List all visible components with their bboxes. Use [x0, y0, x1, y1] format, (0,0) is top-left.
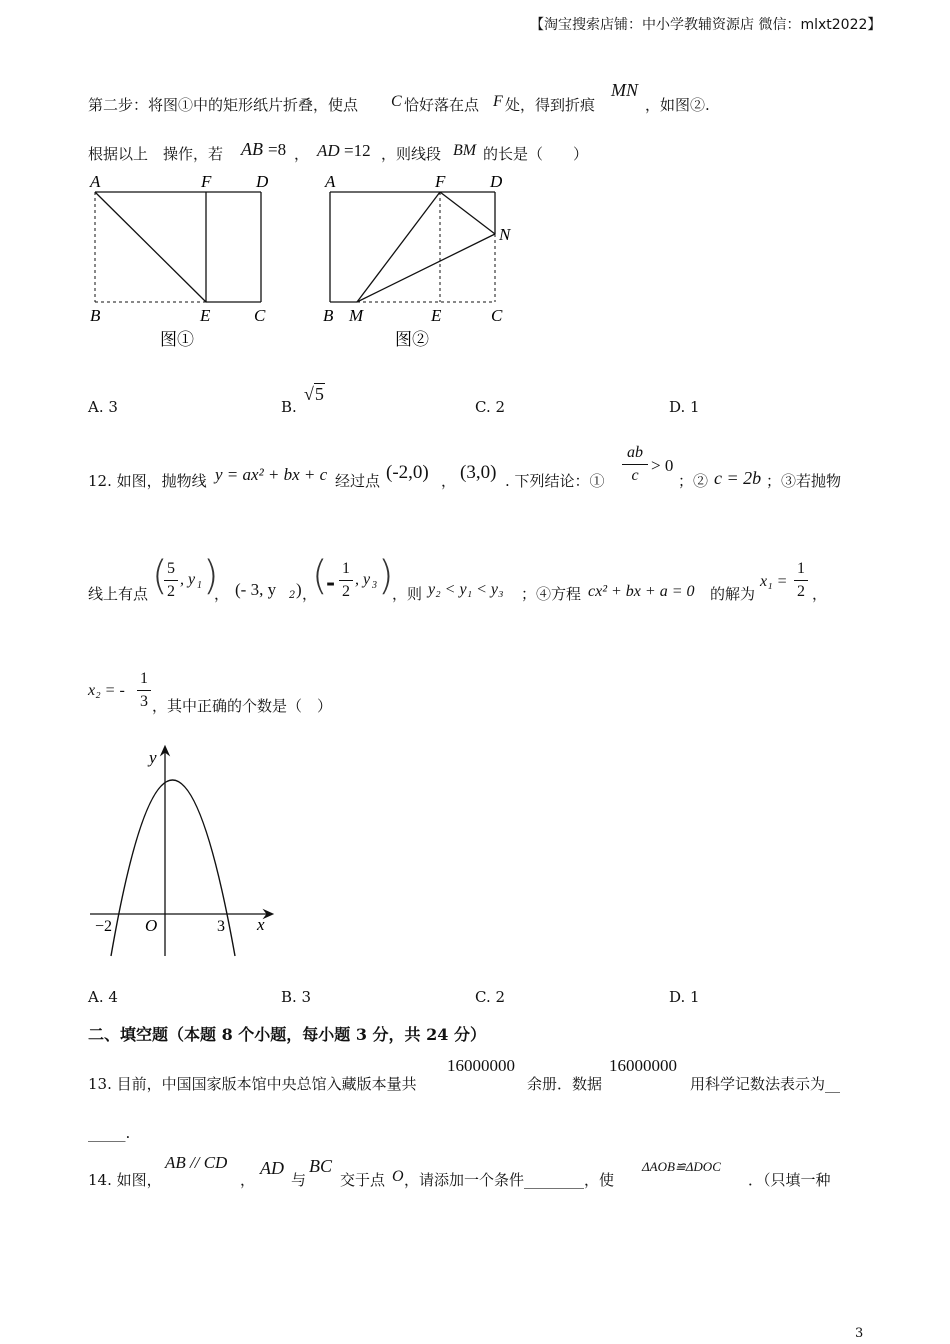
q12-pt2: (- 3, y — [235, 580, 277, 599]
q11-option-a[interactable]: A. 3 — [88, 398, 118, 416]
q12-label-3: 3 — [217, 918, 225, 935]
q12-option-d[interactable]: D. 1 — [669, 988, 700, 1006]
q12-option-c[interactable]: C. 2 — [475, 988, 506, 1006]
q12-conclusions: . 下列结论：① — [505, 472, 605, 490]
q13-suffix[interactable]: 用科学记数法表示为__ — [690, 1075, 841, 1093]
q12-pt3-sub: 3 — [372, 580, 377, 591]
q13-prefix: 13. 目前，中国国家版本馆中央总馆入藏版本量共 — [88, 1075, 417, 1093]
q12-point2: (3,0) — [460, 462, 497, 483]
fig2-fn-line — [440, 192, 495, 234]
fig2-label-m: M — [349, 306, 364, 325]
q12-pt1-fraction — [164, 560, 178, 601]
q12-pass: 经过点 — [335, 472, 381, 490]
q12-then: ，则 — [392, 585, 423, 603]
q12-pt1-num: 5 — [167, 560, 175, 577]
q12-pt3-fraction — [339, 560, 353, 601]
q11-point-c: C — [391, 93, 402, 110]
q12-equation: y = ax² + bx + c — [215, 465, 328, 484]
q11-option-b-sqrt: √5 — [304, 384, 324, 404]
q14-congruence: ΔAOB≌ΔDOC — [642, 1159, 721, 1174]
q14-bc: BC — [309, 1156, 333, 1176]
q12-c3-prefix: ；③若抛物 — [766, 472, 842, 490]
q13-number-2: 16000000 — [609, 1056, 677, 1075]
q12-c1-den: c — [631, 467, 639, 484]
header-watermark: 【淘宝搜索店铺：中小学教辅资源店 微信：mlxt2022】 — [530, 17, 882, 33]
q11-comma: ， — [294, 145, 310, 163]
q12-c2: c = 2b — [714, 468, 762, 488]
q12-x2-num: 1 — [140, 670, 148, 687]
q14-point-o: O — [392, 1168, 404, 1185]
fig1-label-a: A — [90, 172, 101, 191]
fig2-label-d: D — [490, 172, 503, 191]
q12-x2: x₂ = - — [88, 682, 125, 699]
q12-x1: x₁ = — [760, 573, 788, 590]
q11-option-c[interactable]: C. 2 — [475, 398, 506, 416]
q12-x1-fraction — [794, 560, 808, 601]
fig1-caption: 图① — [160, 330, 194, 349]
fig2-caption: 图② — [395, 330, 429, 349]
q12-eq2: cx² + bx + a = 0 — [588, 583, 695, 600]
q12-sep: ， — [441, 472, 457, 490]
q14-suffix: ．（只填一种 — [748, 1171, 831, 1189]
q13-mid: 余册．数据 — [527, 1075, 603, 1093]
q12-pt3-y: , y — [355, 571, 371, 588]
q11-bm: BM — [453, 142, 477, 159]
q12-pt1-den: 2 — [167, 583, 175, 600]
q12-solution: 的解为 — [710, 585, 756, 603]
q12-pt2-sub: 2 — [289, 590, 296, 601]
q11-cond-mid: ，则线段 — [381, 145, 442, 163]
fig1-label-e: E — [200, 306, 211, 325]
q13-number-1: 16000000 — [447, 1056, 515, 1075]
fig2-label-f: F — [435, 172, 446, 191]
q11-ab-val: =8 — [268, 140, 287, 159]
q12-comma-b: ， — [302, 585, 318, 603]
q12-option-a[interactable]: A. 4 — [88, 988, 118, 1006]
q12-pt2-end: ) — [296, 580, 302, 599]
q11-step2-suffix: ，如图②. — [645, 96, 710, 114]
q14-comma: ， — [240, 1171, 256, 1189]
q12-x1-den: 2 — [797, 583, 805, 600]
q11-figure-1 — [80, 170, 280, 355]
q12-c2-prefix: ；② — [678, 472, 709, 490]
fig2-label-n: N — [499, 225, 511, 244]
q12-tail: ，其中正确的个数是（ ） — [152, 697, 333, 715]
section2-title: 二、填空题（本题 8 个小题，每小题 3 分，共 24 分） — [88, 1025, 486, 1044]
q12-prefix: 12. 如图，抛物线 — [88, 472, 207, 490]
q12-option-b[interactable]: B. 3 — [281, 988, 312, 1006]
fig1-label-b: B — [90, 306, 101, 325]
q12-x2-den: 3 — [140, 693, 148, 710]
q12-x2-fraction — [137, 670, 151, 711]
q14-parallel: AB // CD — [165, 1153, 228, 1172]
q12-pt3-num: 1 — [342, 560, 350, 577]
q12-x1-num: 1 — [797, 560, 805, 577]
page-number: 3 — [855, 1326, 864, 1341]
fig2-label-b: B — [323, 306, 334, 325]
fig2-label-a: A — [325, 172, 336, 191]
q11-option-b[interactable] — [281, 398, 297, 416]
fig2-mn-line — [357, 234, 495, 302]
q12-inequality: y₂ < y₁ < y₃ — [428, 581, 504, 598]
q12-c1-num: ab — [627, 444, 643, 461]
q11-point-f: F — [493, 93, 503, 110]
q11-option-b-prefix: B. — [281, 398, 297, 416]
fig2-label-c: C — [491, 306, 503, 325]
q11-ad-val: =12 — [344, 141, 371, 160]
fig1-ae-line — [95, 192, 206, 302]
q11-cond-suffix: 的长是（ ） — [483, 145, 589, 163]
q12-point1: (-2,0) — [386, 462, 429, 483]
q12-c1-fraction — [622, 444, 648, 485]
q11-step2-mid2: 处，得到折痕 — [505, 96, 596, 114]
q11-step2-mid1: 恰好落在点 — [404, 96, 480, 114]
fig1-label-f: F — [201, 172, 212, 191]
q11-option-b-radicand: 5 — [314, 384, 324, 404]
q12-line2-prefix: 线上有点 — [88, 585, 149, 603]
q12-label-o: O — [145, 916, 158, 935]
q12-c4: ；④方程 — [521, 585, 582, 603]
q12-label-y: y — [149, 748, 157, 767]
q14-prefix: 14. 如图， — [88, 1171, 162, 1189]
q14-mid: 交于点 — [340, 1171, 386, 1189]
q12-pt1-y: , y — [180, 571, 196, 588]
q11-ab: AB — [241, 139, 263, 159]
q12-c1-gt: > 0 — [651, 456, 674, 475]
q11-crease: MN — [611, 80, 638, 100]
q12-comma-c: ， — [812, 585, 828, 603]
q12-parabola-graph — [85, 740, 285, 965]
fig2-mf-line — [357, 192, 440, 302]
q12-label-x: x — [257, 915, 265, 934]
fig1-label-c: C — [254, 306, 266, 325]
q12-label-neg2: −2 — [95, 918, 113, 935]
q14-ad: AD — [260, 1158, 284, 1178]
q12-pt3-den: 2 — [342, 583, 350, 600]
q11-ad: AD — [317, 141, 340, 160]
q12-pt1-sub: 1 — [197, 580, 202, 591]
q11-cond-prefix: 根据以上 操作，若 — [88, 145, 224, 163]
q11-option-d[interactable]: D. 1 — [669, 398, 700, 416]
q11-figure-2 — [315, 170, 525, 355]
fig1-label-d: D — [256, 172, 269, 191]
q12-comma-a: ， — [214, 585, 230, 603]
q14-with: 与 — [291, 1171, 307, 1189]
q12-pt3-minus: - — [326, 570, 336, 596]
q14-mid2[interactable]: ，请添加一个条件________，使 — [404, 1171, 615, 1189]
fig2-label-e: E — [431, 306, 442, 325]
q13-answer-blank[interactable]: _____. — [88, 1124, 131, 1142]
q11-step2-prefix: 第二步：将图①中的矩形纸片折叠，使点 — [88, 96, 359, 114]
